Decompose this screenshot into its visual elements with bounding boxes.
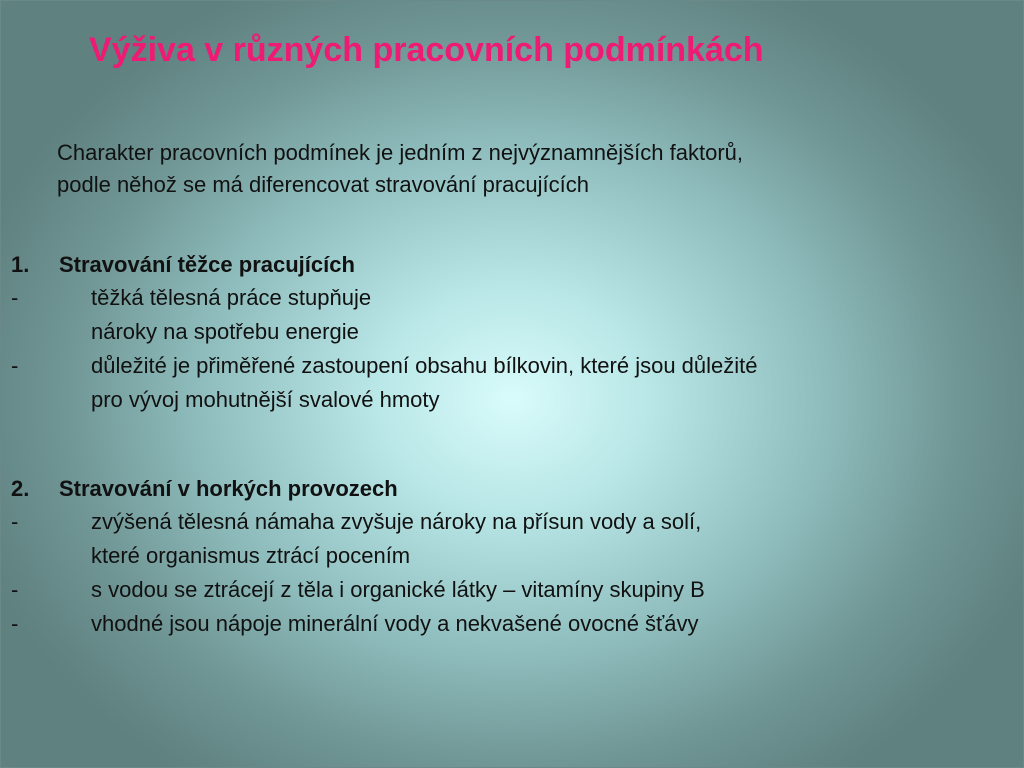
list-item-text: těžká tělesná práce stupňuje xyxy=(91,285,372,310)
bullet-dash: - xyxy=(11,509,19,534)
list-item-text: zvýšená tělesná námaha zvyšuje nároky na přísun vody a solí, xyxy=(91,509,702,534)
list-item-text: pro vývoj mohutnější svalové hmoty xyxy=(91,387,440,412)
section-title: Stravování v horkých provozech xyxy=(59,476,398,501)
list-item-text: s vodou se ztrácejí z těla i organické látky – vitamíny skupiny B xyxy=(91,577,705,602)
slide-title: Výživa v různých pracovních podmínkách xyxy=(89,31,764,69)
list-item xyxy=(11,505,1011,539)
list-item-text: které organismus ztrácí pocením xyxy=(91,543,411,568)
list-item xyxy=(11,607,1011,641)
list-item-text: nároky na spotřebu energie xyxy=(91,319,359,344)
list-item-continuation xyxy=(11,539,1011,573)
intro-paragraph xyxy=(57,137,997,201)
bullet-dash: - xyxy=(11,285,19,310)
list-item xyxy=(11,573,1011,607)
list-item-continuation xyxy=(11,315,1011,349)
section-heavy-work xyxy=(11,249,1011,417)
bullet-dash: - xyxy=(11,353,19,378)
list-item-continuation xyxy=(11,383,1011,417)
intro-line: Charakter pracovních podmínek je jedním z nejvýznamnějších faktorů, xyxy=(57,140,743,165)
section-number: 1. xyxy=(11,252,30,277)
section-number: 2. xyxy=(11,476,30,501)
list-item-text: důležité je přiměřené zastoupení obsahu bílkovin, které jsou důležité xyxy=(91,353,758,378)
section-heading xyxy=(11,473,1011,505)
section-hot-environments xyxy=(11,473,1011,641)
list-item xyxy=(11,349,1011,383)
list-item xyxy=(11,281,1011,315)
bullet-dash: - xyxy=(11,611,19,636)
section-heading xyxy=(11,249,1011,281)
bullet-dash: - xyxy=(11,577,19,602)
intro-line: podle něhož se má diferencovat stravování pracujících xyxy=(57,172,589,197)
list-item-text: vhodné jsou nápoje minerální vody a nekvašené ovocné šťávy xyxy=(91,611,699,636)
section-title: Stravování těžce pracujících xyxy=(59,252,355,277)
